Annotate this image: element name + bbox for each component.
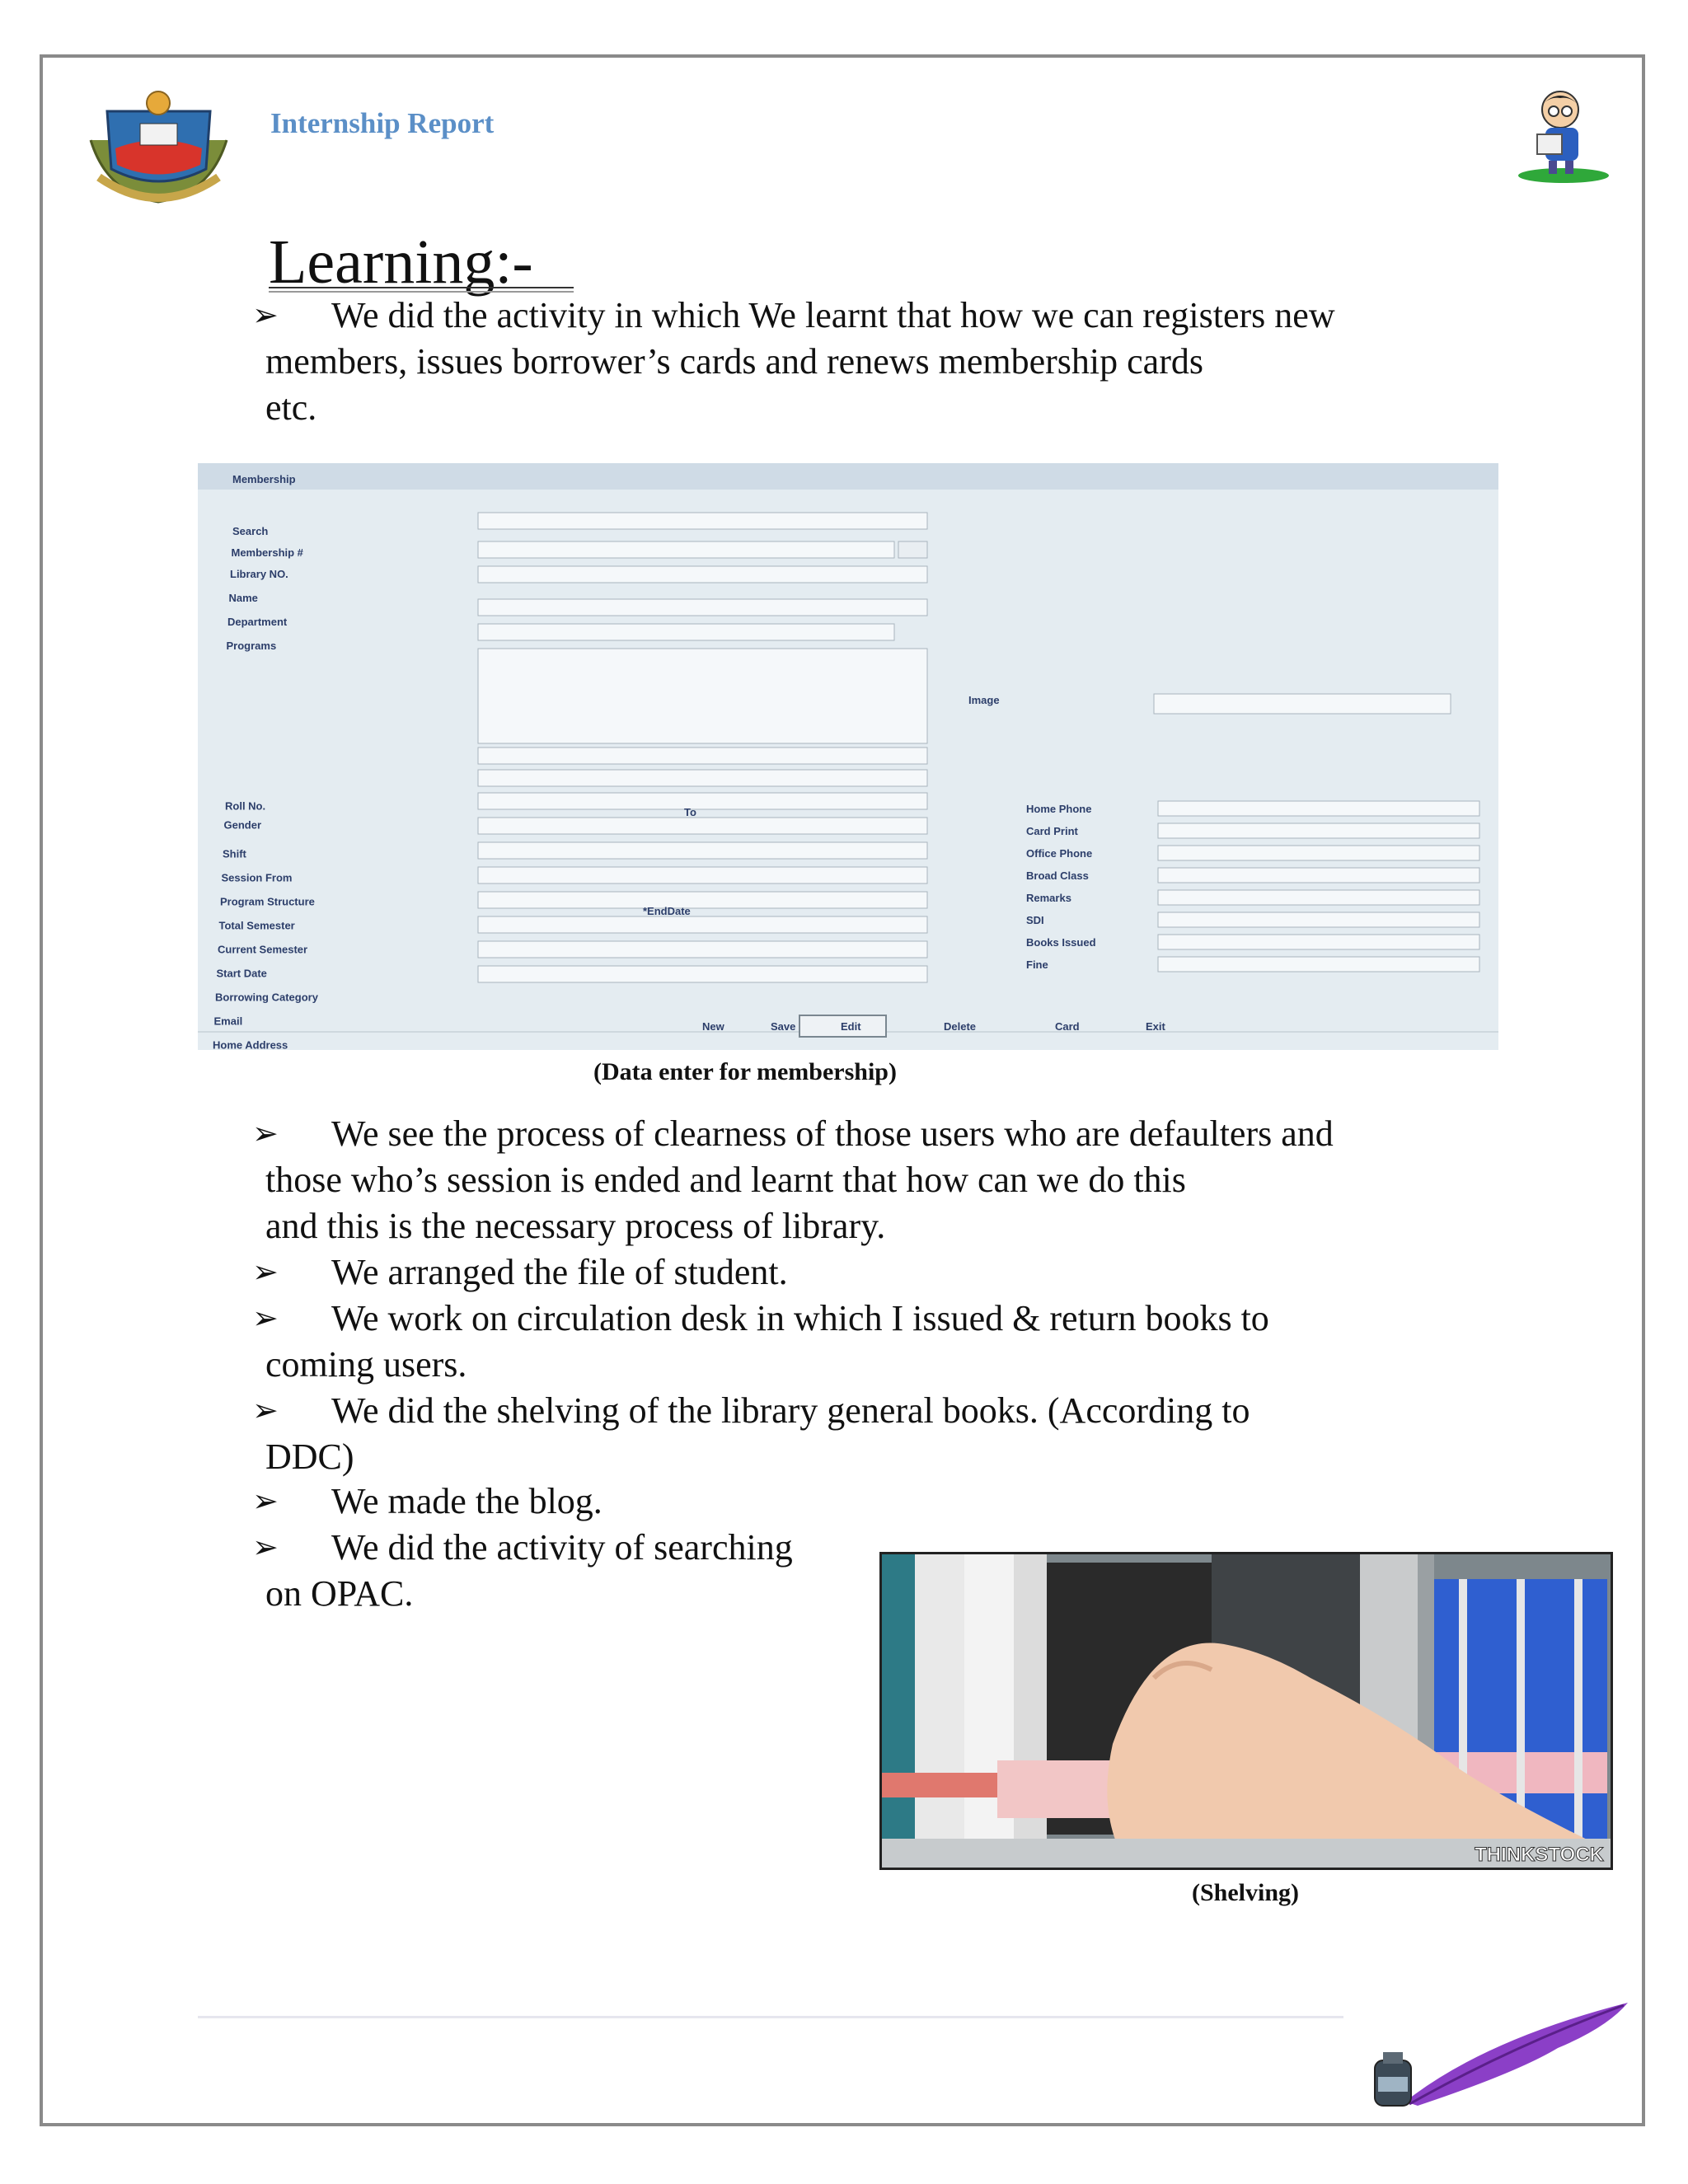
arrow-bullet-icon: ➢ <box>252 1484 279 1519</box>
form-label: Department <box>227 616 288 629</box>
form-label: Fine <box>1026 958 1048 971</box>
bullet-item-6: ➢ We made the blog. <box>252 1479 1489 1525</box>
figure-caption-shelving: (Shelving) <box>1192 1879 1300 1906</box>
bullet-item-1: ➢ We did the activity in which We learnt that how we can registers new members, issues borrower’s cards and renews membership cards etc. <box>252 293 1489 431</box>
arrow-bullet-icon: ➢ <box>252 1301 279 1336</box>
form-label: Library NO. <box>230 568 288 581</box>
arrow-bullet-icon: ➢ <box>252 1394 279 1428</box>
header-title: Internship Report <box>270 107 495 139</box>
to-label: To <box>684 806 696 818</box>
form-label: Broad Class <box>1026 869 1089 882</box>
form-label: Program Structure <box>220 895 315 908</box>
form-label: Home Phone <box>1026 803 1092 815</box>
form-label: Office Phone <box>1026 847 1093 860</box>
university-logo <box>82 78 235 206</box>
form-label: Current Semester <box>218 943 308 956</box>
figure-caption-membership: (Data enter for membership) <box>593 1058 897 1085</box>
form-button-label: Card <box>1055 1020 1080 1033</box>
bullet-item-2: ➢ We see the process of clearness of those users who are defaulters and those who’s session is ended and learnt that how can we do this and this is the necessary process of library. <box>252 1111 1489 1249</box>
form-label: Session From <box>221 871 293 884</box>
section-heading: Learning:- <box>269 227 533 297</box>
quill-inkpot-icon <box>1360 1990 1640 2122</box>
form-label: Name <box>228 592 258 605</box>
bullet-item-3: ➢ We arranged the file of student. <box>252 1249 1489 1296</box>
form-label: Membership # <box>231 546 303 560</box>
form-label: Programs <box>226 640 277 653</box>
form-button-label: Exit <box>1146 1020 1165 1033</box>
form-button-label: Edit <box>841 1020 861 1033</box>
form-label: Total Semester <box>218 919 295 932</box>
form-label: Gender <box>223 818 262 832</box>
arrow-bullet-icon: ➢ <box>252 298 279 333</box>
form-label: Home Address <box>213 1038 288 1050</box>
form-label: Roll No. <box>225 799 266 813</box>
arrow-bullet-icon: ➢ <box>252 1530 279 1565</box>
form-label: Shift <box>223 847 246 860</box>
membership-form-screenshot <box>198 463 1498 1050</box>
form-label: Remarks <box>1026 892 1071 904</box>
reading-boy-icon <box>1512 87 1611 185</box>
arrow-bullet-icon: ➢ <box>252 1117 279 1151</box>
bullet-item-4: ➢ We work on circulation desk in which I issued & return books to coming users. <box>252 1296 1489 1388</box>
form-button-label: Delete <box>944 1020 977 1033</box>
form-label: SDI <box>1026 914 1044 926</box>
window-title: Membership <box>232 473 296 485</box>
form-label: Borrowing Category <box>215 991 318 1004</box>
form-label: Start Date <box>216 967 267 980</box>
image-field-label: Image <box>968 694 1000 706</box>
bullet-item-7: ➢ We did the activity of searching on OPAC. <box>252 1525 879 1617</box>
form-label: Books Issued <box>1026 936 1096 949</box>
end-date-label: *EndDate <box>643 905 691 917</box>
footer-divider <box>198 2016 1343 2018</box>
arrow-bullet-icon: ➢ <box>252 1255 279 1290</box>
thinkstock-watermark: THINKSTOCK <box>1475 1844 1604 1866</box>
form-button-label: Save <box>771 1020 796 1033</box>
form-label: Card Print <box>1026 825 1078 837</box>
form-label: Email <box>213 1015 243 1028</box>
bullet-item-5: ➢ We did the shelving of the library general books. (According to DDC) <box>252 1388 1489 1480</box>
form-label: Search <box>232 525 269 537</box>
shelving-photo <box>879 1552 1613 1870</box>
form-button-label: New <box>702 1020 724 1033</box>
